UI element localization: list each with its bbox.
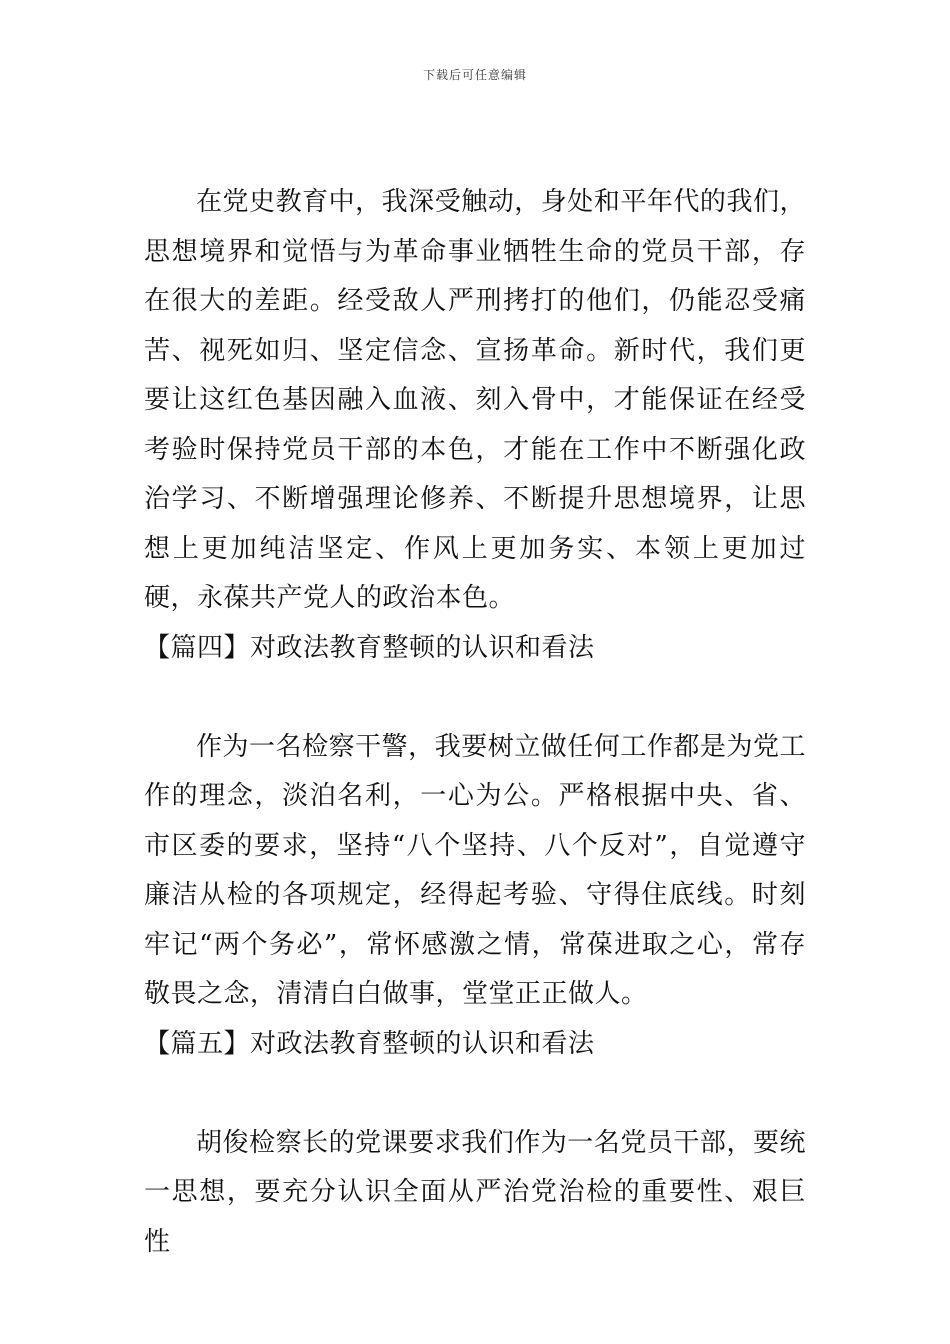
header-note: 下载后可任意编辑 (422, 68, 527, 82)
paragraph-party-history: 在党史教育中，我深受触动，身处和平年代的我们，思想境界和觉悟与为革命事业牺牲生命的党员干部，存在很大的差距。经受敌人严刑拷打的他们，仍能忍受痛苦、视死如归、坚定信念、宣扬革命。新时代，我们更要让这红色基因融入血液、刻入骨中，才能保证在经受考验时保持党员干部的本色，才能在工作中不断强化政治学习、不断增强理论修养、不断提升思想境界，让思想上更加纯洁坚定、作风上更加务实、本领上更加过硬，永葆共产党人的政治本色。 (144, 187, 806, 613)
paragraph-party-lecture: 胡俊检察长的党课要求我们作为一名党员干部，要统一思想，要充分认识全面从严治党治检的重要性、艰巨性 (144, 1127, 806, 1257)
section-title-part-4: 【篇四】对政法教育整顿的认识和看法 (144, 632, 595, 663)
document-body (144, 178, 806, 1267)
blank-line (144, 673, 806, 723)
section-title-part-5: 【篇五】对政法教育整顿的认识和看法 (144, 1028, 595, 1059)
paragraph-procurator: 作为一名检察干警，我要树立做任何工作都是为党工作的理念，淡泊名利，一心为公。严格根据中央、省、市区委的要求，坚持“八个坚持、八个反对”，自觉遵守廉洁从检的各项规定，经得起考验、守得住底线。时刻牢记“两个务必”，常怀感激之情，常葆进取之心，常存敬畏之念，清清白白做事，堂堂正正做人。 (144, 731, 806, 1009)
blank-line (144, 1069, 806, 1119)
